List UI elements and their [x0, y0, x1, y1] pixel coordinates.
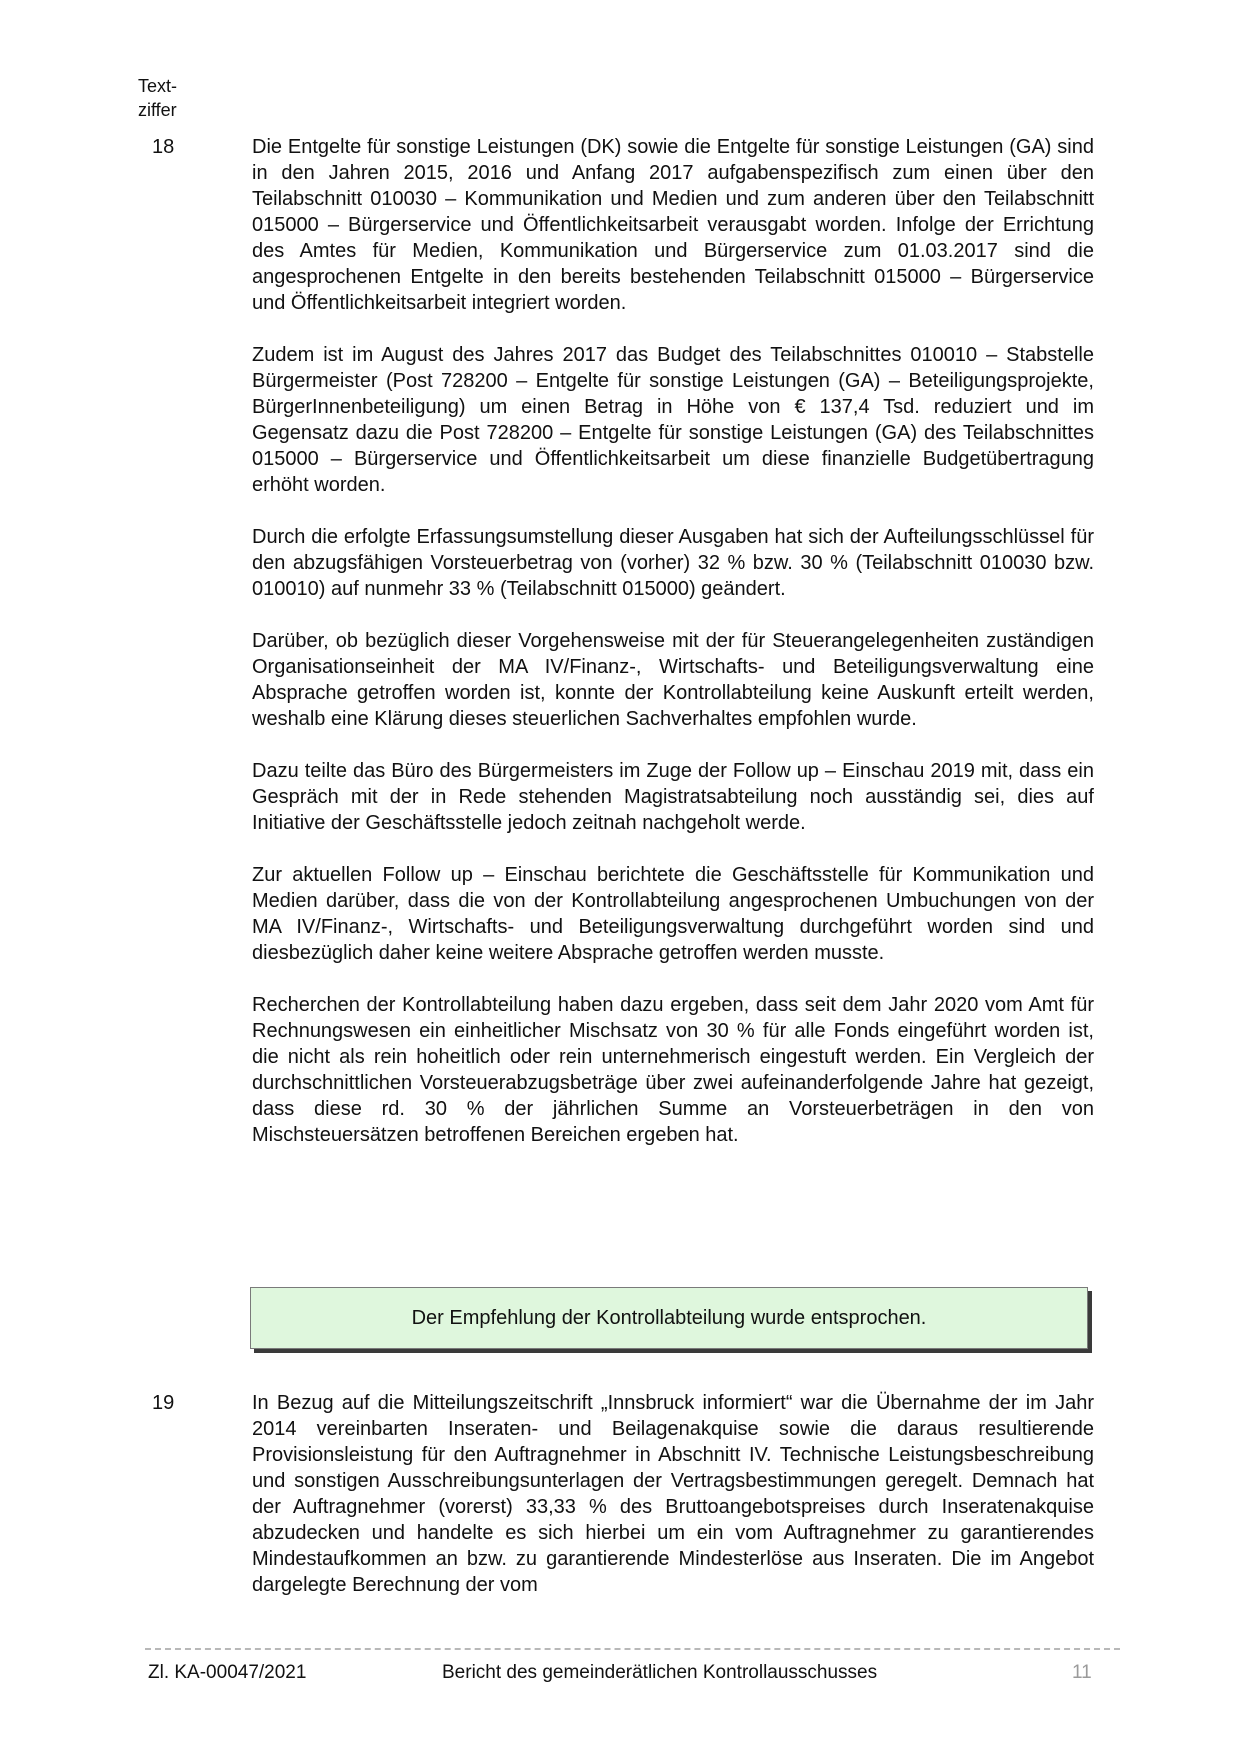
paragraph: Dazu teilte das Büro des Bürgermeisters im Zuge der Follow up – Einschau 2019 mit, dass ein Gespräch mit der in Rede stehenden Magistratsabteilung noch ausständig sei, dies auf Initiative der Geschäftsstelle jedoch zeitnah nachgeholt werde. [252, 760, 1094, 834]
margin-label-line-2: ziffer [138, 100, 177, 120]
footer-title: Bericht des gemeinderätlichen Kontrollausschusses [442, 1662, 878, 1683]
section-body [252, 134, 1094, 1148]
margin-label-line-1: Text- [138, 76, 178, 96]
margin-label [138, 74, 177, 122]
paragraph: Zur aktuellen Follow up – Einschau berichtete die Geschäftsstelle für Kommunikation und Medien darüber, dass die von der Kontrollabteilung angesprochenen Umbuchungen von der MA IV/Finanz-, Wirtschafts- und Beteiligungsverwaltung durchgeführt worden sind und diesbezüglich daher keine weitere Absprache getroffen werden musste. [252, 864, 1094, 964]
paragraph: Die Entgelte für sonstige Leistungen (DK) sowie die Entgelte für sonstige Leistungen (GA) sind in den Jahren 2015, 2016 und Anfang 2017 aufgabenspezifisch zum einen über den Teilabschnitt 010030 – Kommunikation und Medien und zum anderen über den Teilabschnitt 015000 – Bürgerservice und Öffentlichkeitsarbeit verausgabt worden. Infolge der Errichtung des Amtes für Medien, Kommunikation und Bürgerservice zum 01.03.2017 sind die angesprochenen Entgelte in den bereits bestehenden Teilabschnitt 015000 – Bürgerservice und Öffentlichkeitsarbeit integriert worden. [252, 136, 1094, 314]
section-number: 18 [152, 136, 175, 158]
footer-reference: Zl. KA-00047/2021 [148, 1662, 307, 1683]
paragraph: Darüber, ob bezüglich dieser Vorgehensweise mit der für Steuerangelegenheiten zuständigen Organisationseinheit der MA IV/Finanz-, Wirtschafts- und Beteiligungsverwaltung eine Absprache getroffen worden ist, konnte der Kontrollabteilung keine Auskunft erteilt werden, weshalb eine Klärung dieses steuerlichen Sachverhaltes empfohlen wurde. [252, 630, 1094, 730]
paragraph: Recherchen der Kontrollabteilung haben dazu ergeben, dass seit dem Jahr 2020 vom Amt für Rechnungswesen ein einheitlicher Mischsatz von 30 % für alle Fonds eingeführt worden ist, die nicht als rein hoheitlich oder rein unternehmerisch eingestuft werden. Ein Vergleich der durchschnittlichen Vorsteuerabzugsbeträge über zwei aufeinanderfolgende Jahre hat gezeigt, dass diese rd. 30 % der jährlichen Summe an Vorsteuerbeträgen in den von Mischsteuersätzen betroffenen Bereichen ergeben hat. [252, 994, 1094, 1146]
paragraph: Zudem ist im August des Jahres 2017 das Budget des Teilabschnittes 010010 – Stabstelle Bürgermeister (Post 728200 – Entgelte für sonstige Leistungen (GA) – Beteiligungsprojekte, BürgerInnenbeteiligung) um einen Betrag in Höhe von € 137,4 Tsd. reduziert und im Gegensatz dazu die Post 728200 – Entgelte für sonstige Leistungen (GA) des Teilabschnittes 015000 – Bürgerservice und Öffentlichkeitsarbeit um diese finanzielle Budgetübertragung erhöht worden. [252, 344, 1094, 496]
paragraph: Durch die erfolgte Erfassungsumstellung dieser Ausgaben hat sich der Aufteilungsschlüssel für den abzugsfähigen Vorsteuerbetrag von (vorher) 32 % bzw. 30 % (Teilabschnitt 010030 bzw. 010010) auf nunmehr 33 % (Teilabschnitt 015000) geändert. [252, 526, 1094, 600]
section-body [252, 1390, 1094, 1598]
page-number: 11 [1072, 1662, 1092, 1683]
recommendation-box [250, 1287, 1088, 1349]
section-number: 19 [152, 1392, 175, 1414]
recommendation-text: Der Empfehlung der Kontrollabteilung wurde entsprochen. [411, 1306, 927, 1329]
footer-divider [145, 1648, 1120, 1650]
paragraph: In Bezug auf die Mitteilungszeitschrift „Innsbruck informiert“ war die Übernahme der im Jahr 2014 vereinbarten Inseraten- und Beilagenakquise sowie die daraus resultierende Provisionsleistung für den Auftragnehmer in Abschnitt IV. Technische Leistungsbeschreibung und sonstigen Ausschreibungsunterlagen der Vertragsbestimmungen geregelt. Demnach hat der Auftragnehmer (vorerst) 33,33 % des Bruttoangebotspreises durch Inseratenakquise abzudecken und handelte es sich hierbei um ein vom Auftragnehmer zu garantierendes Mindestaufkommen an bzw. zu garantierende Mindesterlöse aus Inseraten. Die im Angebot dargelegte Berechnung der vom [252, 1392, 1094, 1596]
